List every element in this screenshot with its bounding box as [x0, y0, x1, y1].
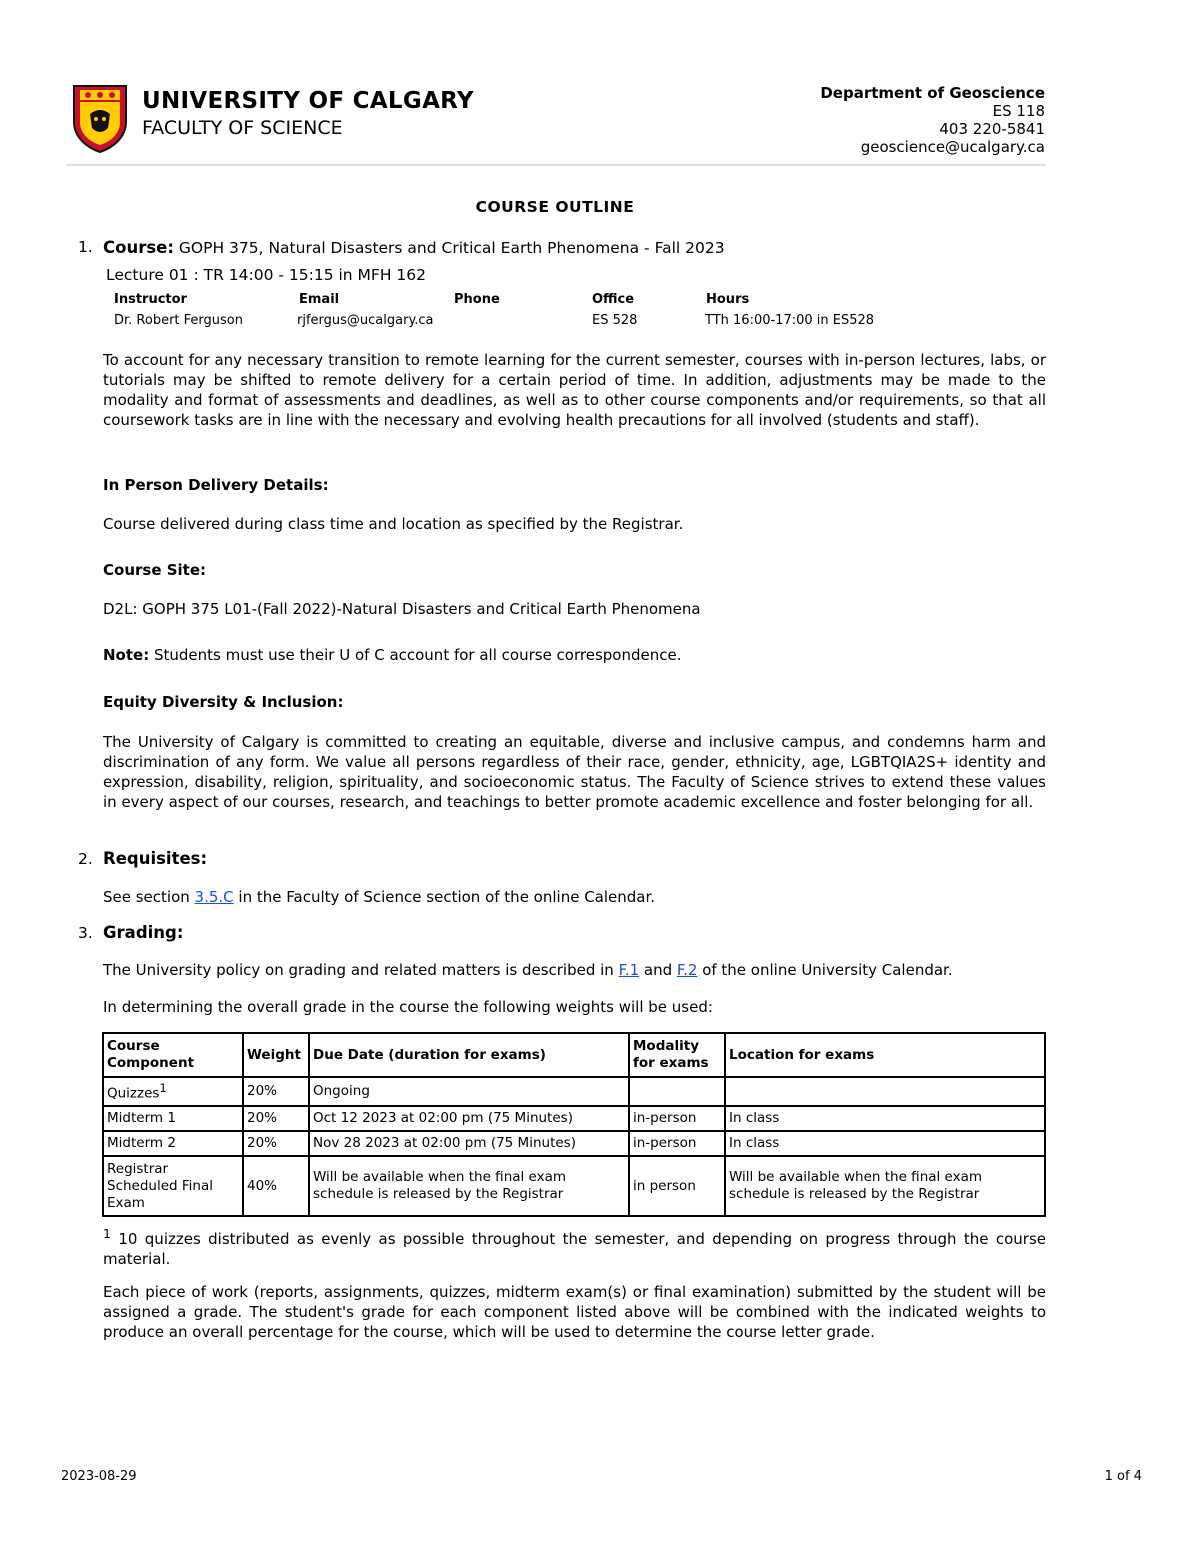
grading-table [102, 1032, 1046, 1217]
remote-learning-paragraph: To account for any necessary transition to remote learning for the current semester, courses with in-person lectures, labs, or tutorials may be shifted to remote delivery for a certain period of time. In addition, adjustments may be made to the modality and format of assessments and deadlines, as well as to other course components and/or requirements, so that all coursework tasks are in line with the necessary and evolving health precautions for all involved (students and staff). [103, 351, 1046, 429]
row-component: Registrar Scheduled Final Exam [103, 1156, 243, 1216]
row-weight: 20% [243, 1131, 309, 1156]
policy-text-after: of the online University Calendar. [697, 961, 953, 979]
header-divider [66, 164, 1046, 166]
email-header: Email [299, 292, 340, 307]
instructor-email[interactable]: rjfergus@ucalgary.ca [297, 313, 434, 328]
requisites-text-before: See section [103, 888, 195, 906]
table-row [103, 1156, 1045, 1216]
phone-header: Phone [454, 292, 500, 307]
instructor-header: Instructor [114, 292, 187, 307]
course-site-heading: Course Site: [103, 561, 207, 579]
section-1-label: Course: [103, 238, 174, 257]
quizzes-label: Quizzes [107, 1085, 160, 1102]
row-due-date: Nov 28 2023 at 02:00 pm (75 Minutes) [309, 1131, 629, 1156]
row-due-date: Ongoing [309, 1077, 629, 1106]
instructor-hours: TTh 16:00-17:00 in ES528 [705, 313, 875, 328]
department-room: ES 118 [992, 102, 1045, 120]
header-location: Location for exams [725, 1033, 1045, 1077]
instructor-name: Dr. Robert Ferguson [114, 313, 243, 328]
section-1-number: 1. [78, 238, 93, 256]
header-weight: Weight [243, 1033, 309, 1077]
lecture-info: Lecture 01 : TR 14:00 - 15:15 in MFH 162 [106, 266, 427, 284]
policy-text-before: The University policy on grading and related matters is described in [103, 961, 619, 979]
hours-header: Hours [706, 292, 750, 307]
grading-table-header [103, 1033, 1045, 1077]
row-component: Midterm 2 [103, 1131, 243, 1156]
table-row [103, 1077, 1045, 1106]
delivery-text: Course delivered during class time and location as specified by the Registrar. [103, 515, 684, 533]
row-weight: 40% [243, 1156, 309, 1216]
footer-date: 2023-08-29 [61, 1469, 137, 1484]
row-modality: in person [629, 1156, 725, 1216]
weights-intro: In determining the overall grade in the course the following weights will be used: [103, 998, 713, 1016]
note-label: Note: [103, 646, 150, 664]
header-component: Course Component [103, 1033, 243, 1077]
row-component [103, 1077, 243, 1106]
footnote-text: 10 quizzes distributed as evenly as possible throughout the semester, and depending on progress through the course material. [103, 1230, 1046, 1268]
grading-policy-text [103, 960, 1046, 980]
row-weight: 20% [243, 1077, 309, 1106]
edi-paragraph: The University of Calgary is committed to creating an equitable, diverse and inclusive campus, and condemns harm and discrimination of any form. We value all persons regardless of their race, gender, ethnicity, age, LGBTQIA2S+ identity and expression, disability, religion, spirituality, and socioeconomic status. The Faculty of Science strives to extend these values in every aspect of our courses, research, and teachings to better promote academic excellence and foster belonging for all. [103, 733, 1046, 811]
table-row [103, 1106, 1045, 1131]
row-location: In class [725, 1106, 1045, 1131]
row-location: Will be available when the final exam schedule is released by the Registrar [725, 1156, 1045, 1216]
course-name: GOPH 375, Natural Disasters and Critical Earth Phenomena - Fall 2023 [173, 239, 725, 257]
calendar-link-3-5-c[interactable]: 3.5.C [194, 888, 234, 906]
delivery-heading: In Person Delivery Details: [103, 476, 329, 494]
table-row [103, 1131, 1045, 1156]
course-site-text: D2L: GOPH 375 L01-(Fall 2022)-Natural Disasters and Critical Earth Phenomena [103, 600, 701, 618]
section-2-number: 2. [78, 850, 93, 868]
note-line [103, 645, 1046, 665]
header-modality: Modality for exams [629, 1033, 725, 1077]
footnote-number: 1 [103, 1226, 111, 1241]
requisites-text-after: in the Faculty of Science section of the online Calendar. [233, 888, 656, 906]
page-number: 1 of 4 [1104, 1469, 1142, 1484]
row-location: In class [725, 1131, 1045, 1156]
office-header: Office [592, 292, 635, 307]
policy-text-mid: and [639, 961, 677, 979]
quiz-footnote [103, 1224, 1046, 1269]
row-location [725, 1077, 1045, 1106]
footnote-marker: 1 [159, 1082, 167, 1096]
section-3-label: Grading: [103, 923, 184, 942]
row-modality: in-person [629, 1131, 725, 1156]
note-text: Students must use their U of C account for all course correspondence. [149, 646, 682, 664]
section-2-label: Requisites: [103, 849, 208, 868]
instructor-office: ES 528 [592, 313, 638, 328]
calendar-link-f1[interactable]: F.1 [618, 961, 640, 979]
faculty-name: FACULTY OF SCIENCE [142, 117, 343, 139]
row-modality: in-person [629, 1106, 725, 1131]
header-due-date: Due Date (duration for exams) [309, 1033, 629, 1077]
edi-heading: Equity Diversity & Inclusion: [103, 693, 344, 711]
page-title: COURSE OUTLINE [475, 198, 635, 216]
department-email: geoscience@ucalgary.ca [860, 138, 1045, 156]
row-due-date: Will be available when the final exam schedule is released by the Registrar [309, 1156, 629, 1216]
university-crest-icon [72, 84, 128, 154]
section-3-number: 3. [78, 924, 93, 942]
department-name: Department of Geoscience [820, 84, 1045, 102]
row-modality [629, 1077, 725, 1106]
grade-calculation-paragraph: Each piece of work (reports, assignments, quizzes, midterm exam(s) or final examination) submitted by the student will be assigned a grade. The student's grade for each component listed above will be combined with the indicated weights to produce an overall percentage for the course, which will be used to determine the course letter grade. [103, 1283, 1046, 1341]
requisites-text [103, 887, 1046, 907]
department-phone: 403 220-5841 [939, 120, 1045, 138]
university-logo [72, 84, 472, 156]
row-weight: 20% [243, 1106, 309, 1131]
university-name: UNIVERSITY OF CALGARY [142, 88, 474, 114]
calendar-link-f2[interactable]: F.2 [676, 961, 698, 979]
section-1-heading [103, 238, 725, 258]
row-due-date: Oct 12 2023 at 02:00 pm (75 Minutes) [309, 1106, 629, 1131]
department-contact [820, 84, 1045, 156]
row-component: Midterm 1 [103, 1106, 243, 1131]
